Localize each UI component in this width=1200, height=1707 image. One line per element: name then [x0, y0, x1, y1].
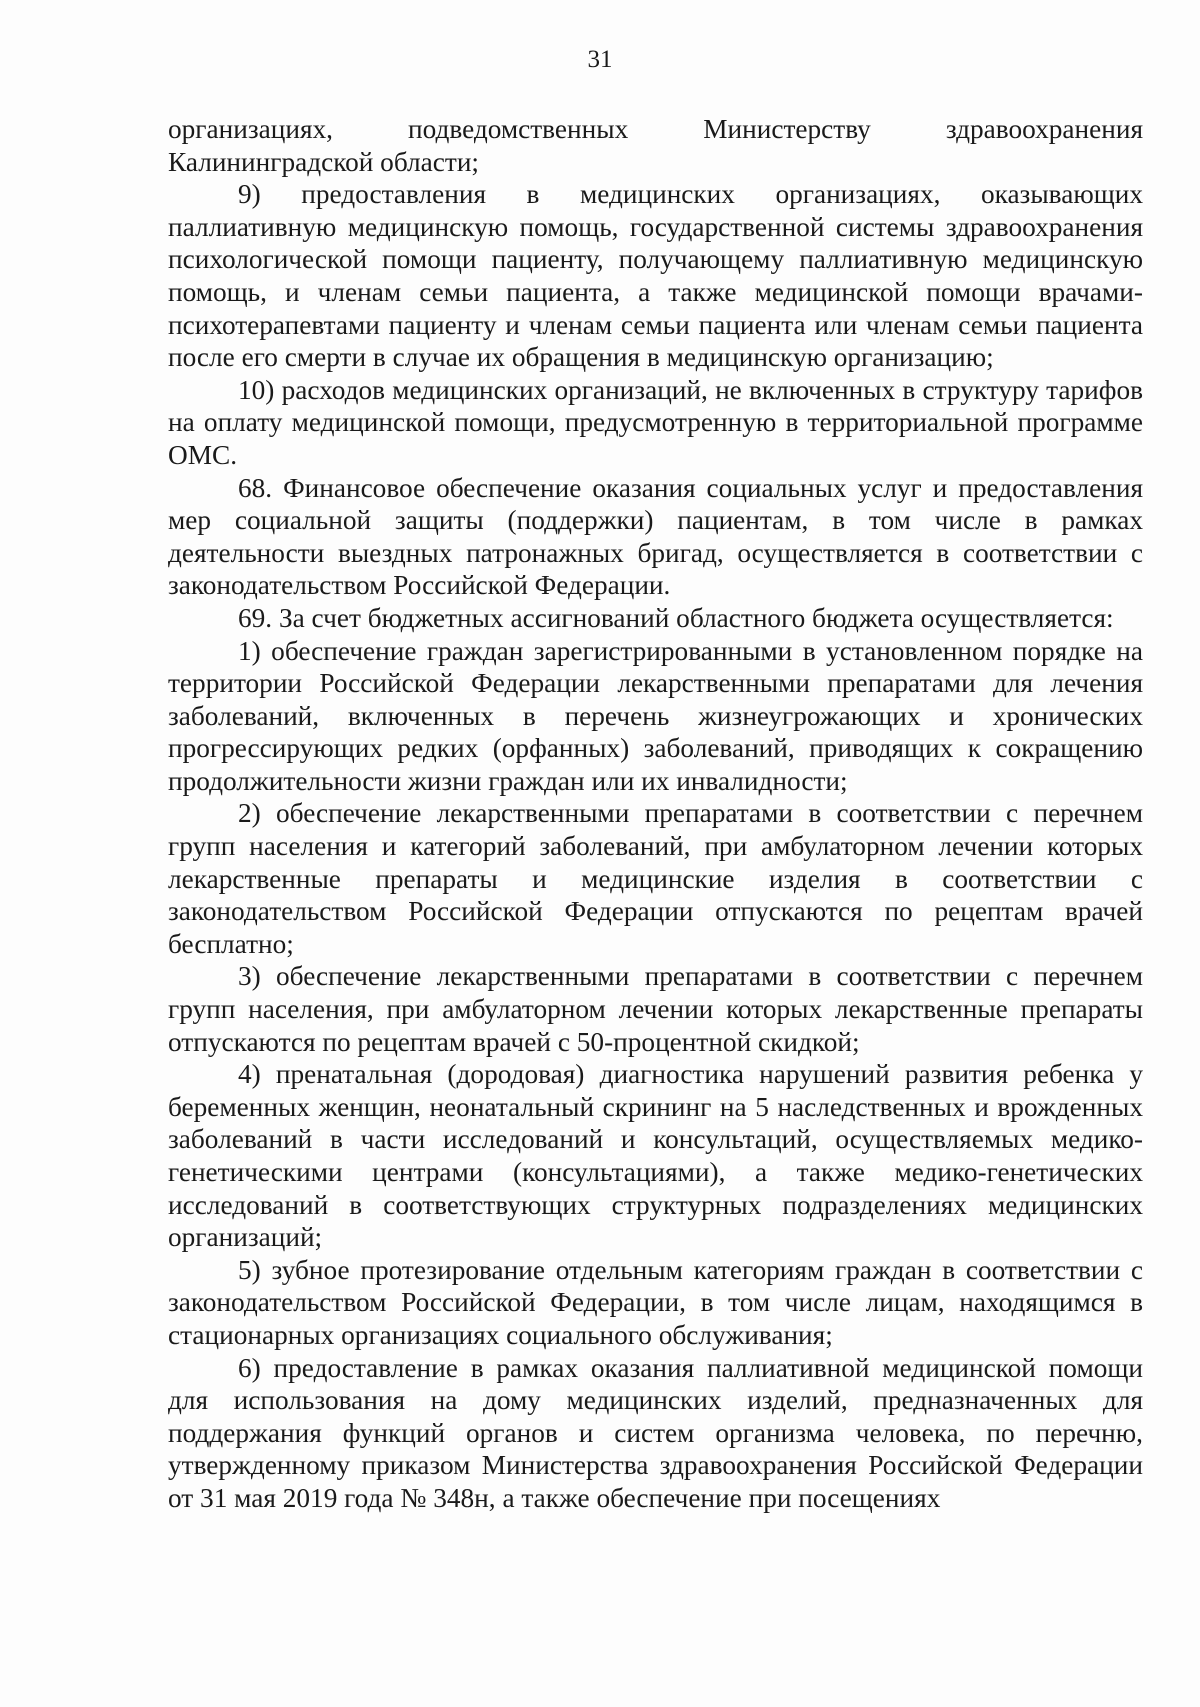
paragraph-subitem-4: 4) пренатальная (дородовая) диагностика нарушений развития ребенка у беременных женщин, неонатальный скрининг на 5 наследственных и врожденных заболеваний в части исследований и консультаций, осуществляемых медико-генетическими центрами (консультациями), а также медико-генетических исследований в соответствующих структурных подразделениях медицинских организаций; [168, 1059, 1143, 1253]
paragraph-item-10: 10) расходов медицинских организаций, не включенных в структуру тарифов на оплату медицинской помощи, предусмотренную в территориальной программе ОМС. [168, 374, 1143, 470]
paragraph-subitem-2: 2) обеспечение лекарственными препаратами в соответствии с перечнем групп населения и категорий заболеваний, при амбулаторном лечении которых лекарственные препараты и медицинские изделия в соответствии с законодательством Российской Федерации отпускаются по рецептам врачей бесплатно; [168, 798, 1143, 959]
paragraph-subitem-1: 1) обеспечение граждан зарегистрированными в установленном порядке на территории Российской Федерации лекарственными препаратами для лечения заболеваний, включенных в перечень жизнеугрожающих и хронических прогрессирующих редких (орфанных) заболеваний, приводящих к сокращению продолжительности жизни граждан или их инвалидности; [168, 635, 1143, 796]
paragraph-continuation: организациях, подведомственных Министерству здравоохранения Калининградской области; [168, 114, 1143, 177]
paragraph-item-9: 9) предоставления в медицинских организациях, оказывающих паллиативную медицинскую помощь, государственной системы здравоохранения психологической помощи пациенту, получающему паллиативную медицинскую помощь, и членам семьи пациента, а также медицинской помощи врачами-психотерапевтами пациенту и членам семьи пациента или членам семьи пациента после его смерти в случае их обращения в медицинскую организацию; [168, 179, 1143, 373]
page-number: 31 [587, 46, 613, 73]
paragraph-subitem-3: 3) обеспечение лекарственными препаратами в соответствии с перечнем групп населения, при амбулаторном лечении которых лекарственные препараты отпускаются по рецептам врачей с 50-процентной скидкой; [168, 961, 1143, 1057]
paragraph-clause-69: 69. За счет бюджетных ассигнований областного бюджета осуществляется: [238, 602, 1114, 633]
paragraph-subitem-5: 5) зубное протезирование отдельным категориям граждан в соответствии с законодательством Российской Федерации, в том числе лицам, находящимся в стационарных организациях социального обслуживания; [168, 1254, 1143, 1350]
document-body [168, 113, 1143, 1515]
paragraph-clause-68: 68. Финансовое обеспечение оказания социальных услуг и предоставления мер социальной защиты (поддержки) пациентам, в том числе в рамках деятельности выездных патронажных бригад, осуществляется в соответствии с законодательством Российской Федерации. [168, 472, 1143, 601]
paragraph-subitem-6: 6) предоставление в рамках оказания паллиативной медицинской помощи для использования на дому медицинских изделий, предназначенных для поддержания функций органов и систем организма человека, по перечню, утвержденному приказом Министерства здравоохранения Российской Федерации от 31 мая 2019 года № 348н, а также обеспечение при посещениях [168, 1352, 1143, 1513]
